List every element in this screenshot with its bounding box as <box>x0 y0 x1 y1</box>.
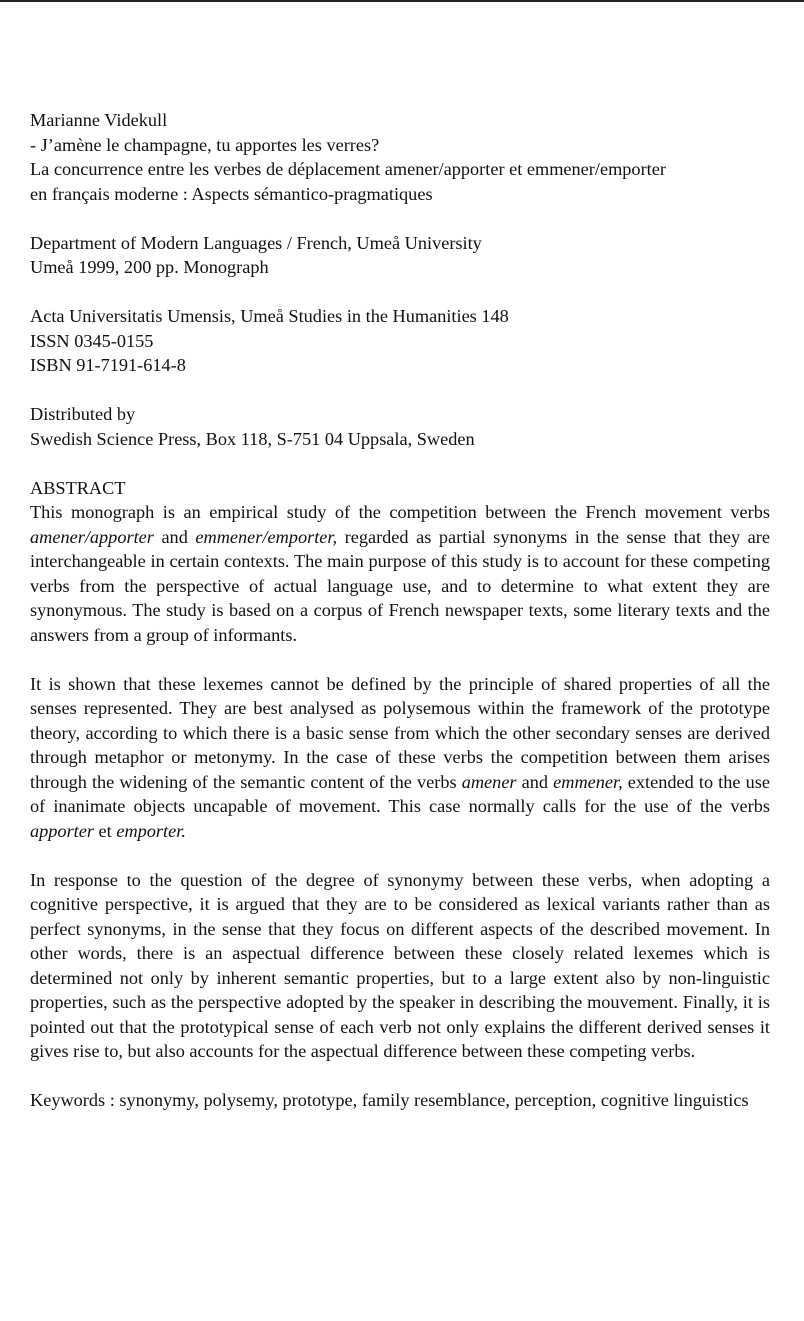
p2-text-4: et <box>93 820 117 841</box>
document-page <box>30 108 770 1113</box>
department: Department of Modern Languages / French, Umeå University <box>30 232 482 253</box>
p2-italic-3: apporter <box>30 820 94 841</box>
p1-text-1: This monograph is an empirical study of the competition between the French movement verbs <box>30 502 770 522</box>
abstract-heading: ABSTRACT <box>30 477 126 498</box>
institution-block <box>30 231 770 280</box>
p2-text-3: extended to the use of inanimate objects uncapable of movement. This case normally calls for the use of the verbs <box>30 771 770 816</box>
abstract-paragraph-3: In response to the question of the degree of synonymy between these verbs, when adopting a cognitive perspective, it is argued that they are to be considered as lexical variants rather than as perfect synonyms, in the sense that they focus on different aspects of the described movement. In other words, there is an aspectual difference between these closely related lexemes which is determined not only by inherent semantic properties, but to a large extent also by non-linguistic properties, such as the perspective adopted by the speaker in describing the mouvement. Finally, it is pointed out that the prototypical sense of each verb not only explains the different derived senses it gives rise to, but also accounts for the aspectual difference between these competing verbs. <box>30 869 770 1061</box>
p2-italic-2: emmener, <box>553 771 623 792</box>
abstract-section <box>30 476 770 1064</box>
top-rule <box>0 0 804 2</box>
issn: ISSN 0345-0155 <box>30 330 154 351</box>
title-line-2: La concurrence entre les verbes de déplacement amener/apporter et emmener/emporter <box>30 159 666 179</box>
abstract-paragraph-2 <box>30 672 770 844</box>
p1-italic-2: emmener/emporter, <box>195 526 338 547</box>
p2-text-2: and <box>516 771 554 792</box>
author-name: Marianne Videkull <box>30 110 168 130</box>
p2-italic-1: amener <box>461 771 517 792</box>
p2-text-1: It is shown that these lexemes cannot be defined by the principle of shared properties of all the senses represented. They are best analysed as polysemous within the framework of the prototype theory, according to which there is a basic sense from which the other secondary senses are derived through metaphor or metonymy. In the case of these verbs the competition between them arises through the widening of the semantic content of the verbs <box>30 673 770 792</box>
p1-italic-1: amener/apporter <box>30 526 154 547</box>
distribution-block <box>30 402 770 451</box>
distributed-by-label: Distributed by <box>30 404 136 424</box>
citation-block <box>30 108 770 206</box>
distributor-address: Swedish Science Press, Box 118, S-751 04 Uppsala, Sweden <box>30 428 475 449</box>
p1-text-2: and <box>153 526 196 547</box>
title-line-1: - J’amène le champagne, tu apportes les verres? <box>30 134 380 155</box>
p2-italic-4: emporter. <box>116 820 186 841</box>
p1-text-3: regarded as partial synonyms in the sense that they are interchangeable in certain contexts. The main purpose of this study is to account for these competing verbs from the perspective of actual language use, and to determine to what extent they are synonymous. The study is based on a corpus of French newspaper texts, some literary texts and the answers from a group of informants. <box>30 526 770 645</box>
title-line-3: en français moderne : Aspects sémantico-pragmatiques <box>30 183 433 204</box>
abstract-paragraph-1 <box>30 500 770 647</box>
series-block <box>30 304 770 378</box>
isbn: ISBN 91-7191-614-8 <box>30 355 186 375</box>
publication-info: Umeå 1999, 200 pp. Monograph <box>30 257 269 277</box>
series-name: Acta Universitatis Umensis, Umeå Studies in the Humanities 148 <box>30 306 509 326</box>
keywords: Keywords : synonymy, polysemy, prototype, family resemblance, perception, cognitive linguistics <box>30 1090 749 1110</box>
